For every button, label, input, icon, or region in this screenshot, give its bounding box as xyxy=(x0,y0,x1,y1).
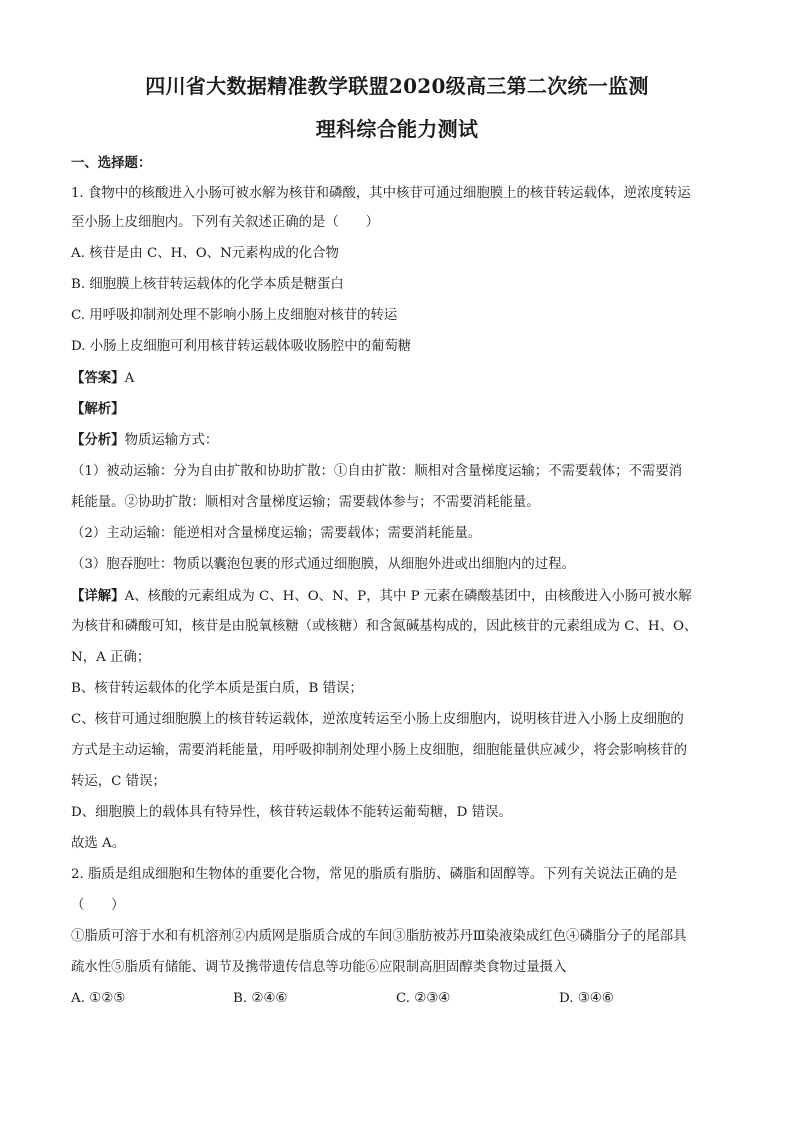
q1-analysis-line-3: （2）主动运输：能逆相对含量梯度运输；需要载体；需要消耗能量。 xyxy=(71,526,482,541)
q2-option-a: A. ①②⑤ xyxy=(71,991,126,1006)
q1-detail-line-7: D、细胞膜上的载体具有特异性，核苷转运载体不能转运葡萄糖，D 错误。 xyxy=(71,805,512,820)
fenxi-label: 【分析】 xyxy=(71,432,125,448)
document-title: 四川省大数据精准教学联盟2020级高三第二次统一监测 xyxy=(145,74,649,98)
q1-stem-line-2: 至小肠上皮细胞内。下列有关叙述正确的是（ ） xyxy=(71,215,379,230)
q1-analysis-line-1: （1）被动运输：分为自由扩散和协助扩散：①自由扩散：顺相对含量梯度运输；不需要载体；不需要消 xyxy=(71,464,683,479)
q2-option-b: B. ②④⑥ xyxy=(233,991,288,1006)
q1-detail-line-6: 转运，C 错误； xyxy=(71,774,166,789)
q1-detail-line-3: B、核苷转运载体的化学本质是蛋白质，B 错误； xyxy=(71,681,363,696)
q1-detail-line-8: 故选 A。 xyxy=(71,836,126,851)
q1-analysis-line-2: 耗能量。②协助扩散：顺相对含量梯度运输；需要载体参与；不需要消耗能量。 xyxy=(71,495,540,510)
answer-label: 【答案】 xyxy=(71,370,125,386)
q1-option-a: A. 核苷是由 C、H、O、N元素构成的化合物 xyxy=(71,246,339,261)
q1-fenxi xyxy=(71,431,726,450)
q1-analysis-label: 【解析】 xyxy=(71,401,125,417)
detail-label: 【详解】 xyxy=(71,588,125,604)
q2-stem-line-4: 疏水性⑤脂质有储能、调节及携带遗传信息等功能⑥应限制高胆固醇类食物过量摄入 xyxy=(71,960,567,975)
q1-option-d: D. 小肠上皮细胞可利用核苷转运载体吸收肠腔中的葡萄糖 xyxy=(71,339,412,354)
q2-stem-line-3: ①脂质可溶于水和有机溶剂②内质网是脂质合成的车间③脂肪被苏丹Ⅲ染液染成红色④磷脂分子的尾部具 xyxy=(71,929,687,944)
fenxi-text: 物质运输方式： xyxy=(124,433,219,448)
q1-stem-line-1: 1. 食物中的核酸进入小肠可被水解为核苷和磷酸，其中核苷可通过细胞膜上的核苷转运载体，逆浓度转运 xyxy=(71,186,691,201)
q1-detail-line-5: 方式是主动运输，需要消耗能量，用呼吸抑制剂处理小肠上皮细胞，细胞能量供应减少，将会影响核苷的 xyxy=(71,743,687,758)
q1-detail-first xyxy=(71,587,726,606)
q1-analysis-line-4: （3）胞吞胞吐：物质以囊泡包裹的形式通过细胞膜，从细胞外进或出细胞内的过程。 xyxy=(71,557,575,572)
q1-option-b: B. 细胞膜上核苷转运载体的化学本质是糖蛋白 xyxy=(71,277,344,292)
q2-stem-line-1: 2. 脂质是组成细胞和生物体的重要化合物，常见的脂质有脂肪、磷脂和固醇等。下列有关说法正确的是 xyxy=(71,867,678,882)
answer-value: A xyxy=(124,371,135,386)
q2-stem-line-2: （ ） xyxy=(71,898,125,913)
detail-text: A、核酸的元素组成为 C、H、O、N、P，其中 P 元素在磷酸基团中，由核酸进入小肠可被水解 xyxy=(124,589,692,604)
q1-answer xyxy=(71,369,726,388)
q1-option-c: C. 用呼吸抑制剂处理不影响小肠上皮细胞对核苷的转运 xyxy=(71,308,398,323)
q2-option-c: C. ②③④ xyxy=(396,991,451,1006)
q1-detail-line-2: N，A 正确； xyxy=(71,650,151,665)
q2-option-d: D. ③④⑥ xyxy=(559,991,614,1006)
q1-detail-line-1: 为核苷和磷酸可知，核苷是由脱氧核糖（或核糖）和含氮碱基构成的，因此核苷的元素组成为 C、H、O、 xyxy=(71,619,698,634)
section-heading: 一、选择题： xyxy=(71,155,152,171)
document-subtitle: 理科综合能力测试 xyxy=(315,117,479,141)
q1-detail-line-4: C、核苷可通过细胞膜上的核苷转运载体，逆浓度转运至小肠上皮细胞内，说明核苷进入小肠上皮细胞的 xyxy=(71,712,684,727)
